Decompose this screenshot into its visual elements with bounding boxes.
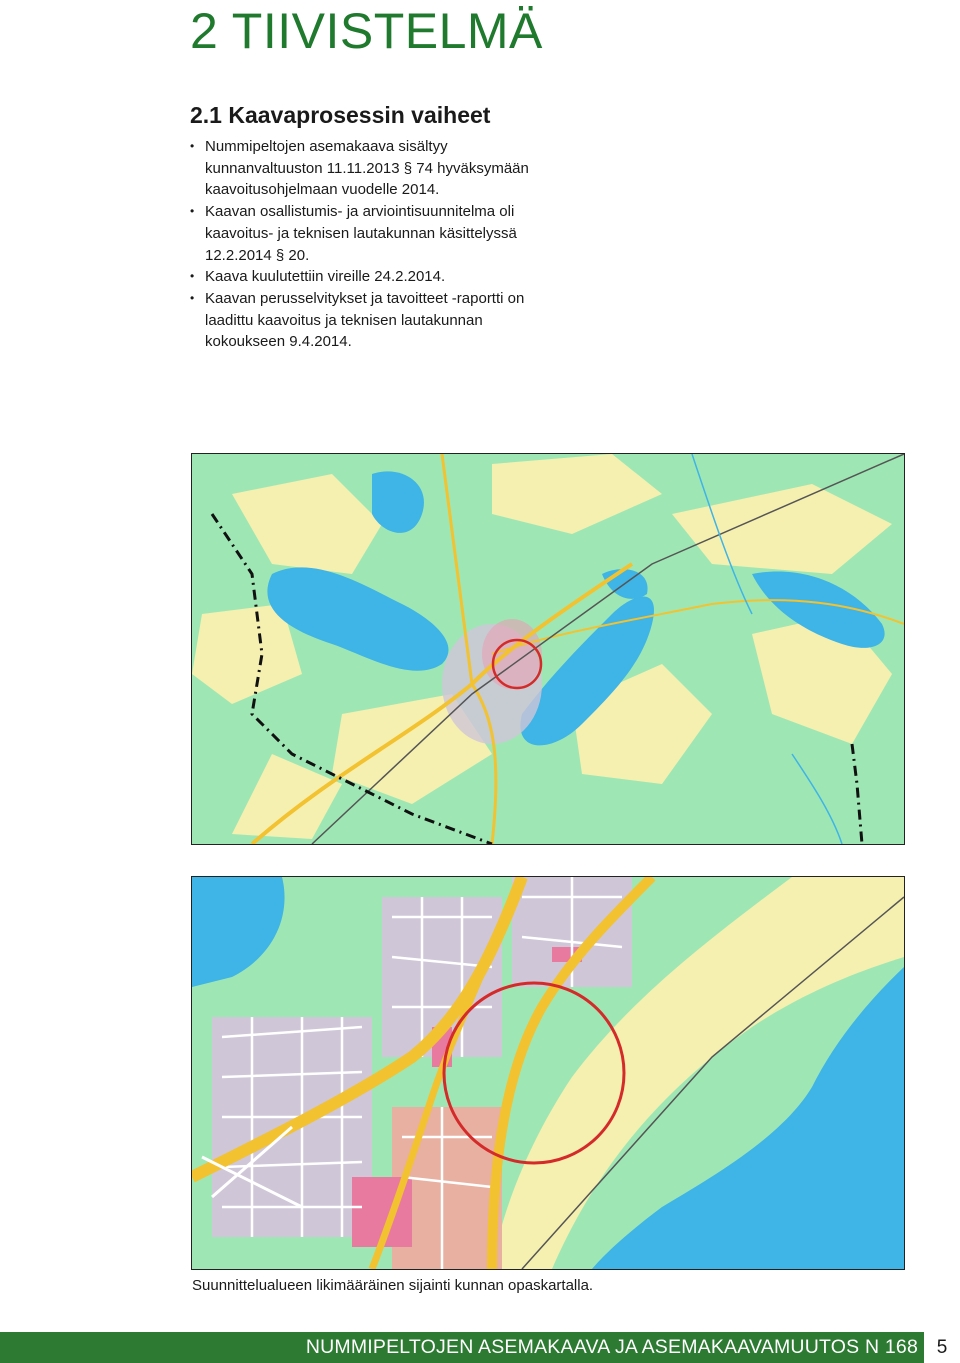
section-heading: 2.1 Kaavaprosessin vaiheet [190,102,491,128]
bullet-item [190,288,530,353]
town-area [482,619,542,689]
footer-title: NUMMIPELTOJEN ASEMAKAAVA JA ASEMAKAAVAMUUTOS N 168 [305,1336,918,1358]
bullet-item [190,201,530,266]
bullet-text: Kaavan osallistumis- ja arviointisuunnitelma oli kaavoitus- ja teknisen lautakunnan käsittelyssä 12.2.2014 § 20. [205,203,517,264]
bullet-dot-icon: • [190,139,195,153]
bullet-list [190,136,530,353]
page-number: 5 [924,1332,960,1363]
map-caption: Suunnittelualueen likimääräinen sijainti kunnan opaskartalla. [192,1277,594,1294]
page-title: 2 TIIVISTELMÄ [190,3,543,59]
bullet-dot-icon: • [190,269,195,284]
bullet-text: Kaavan perusselvitykset ja tavoitteet -raportti on laadittu kaavoitus ja teknisen lautakunnan kokoukseen 9.4.2014. [205,289,525,351]
bullet-item [190,136,530,201]
detail-map-graphic [192,877,904,1269]
footer-bar [0,1332,960,1363]
bullet-dot-icon: • [190,204,195,219]
bullet-text: Kaava kuulutettiin vireille 24.2.2014. [205,268,446,286]
bullet-text: Nummipeltojen asemakaava sisältyy kunnanvaltuuston 11.11.2013 § 74 hyväksymään kaavoitusohjelmaan vuodelle 2014. [205,138,529,199]
bullet-dot-icon: • [190,290,195,305]
overview-map [191,453,905,845]
detail-map [191,876,905,1270]
bullet-item [190,266,530,288]
overview-map-graphic [192,454,904,844]
